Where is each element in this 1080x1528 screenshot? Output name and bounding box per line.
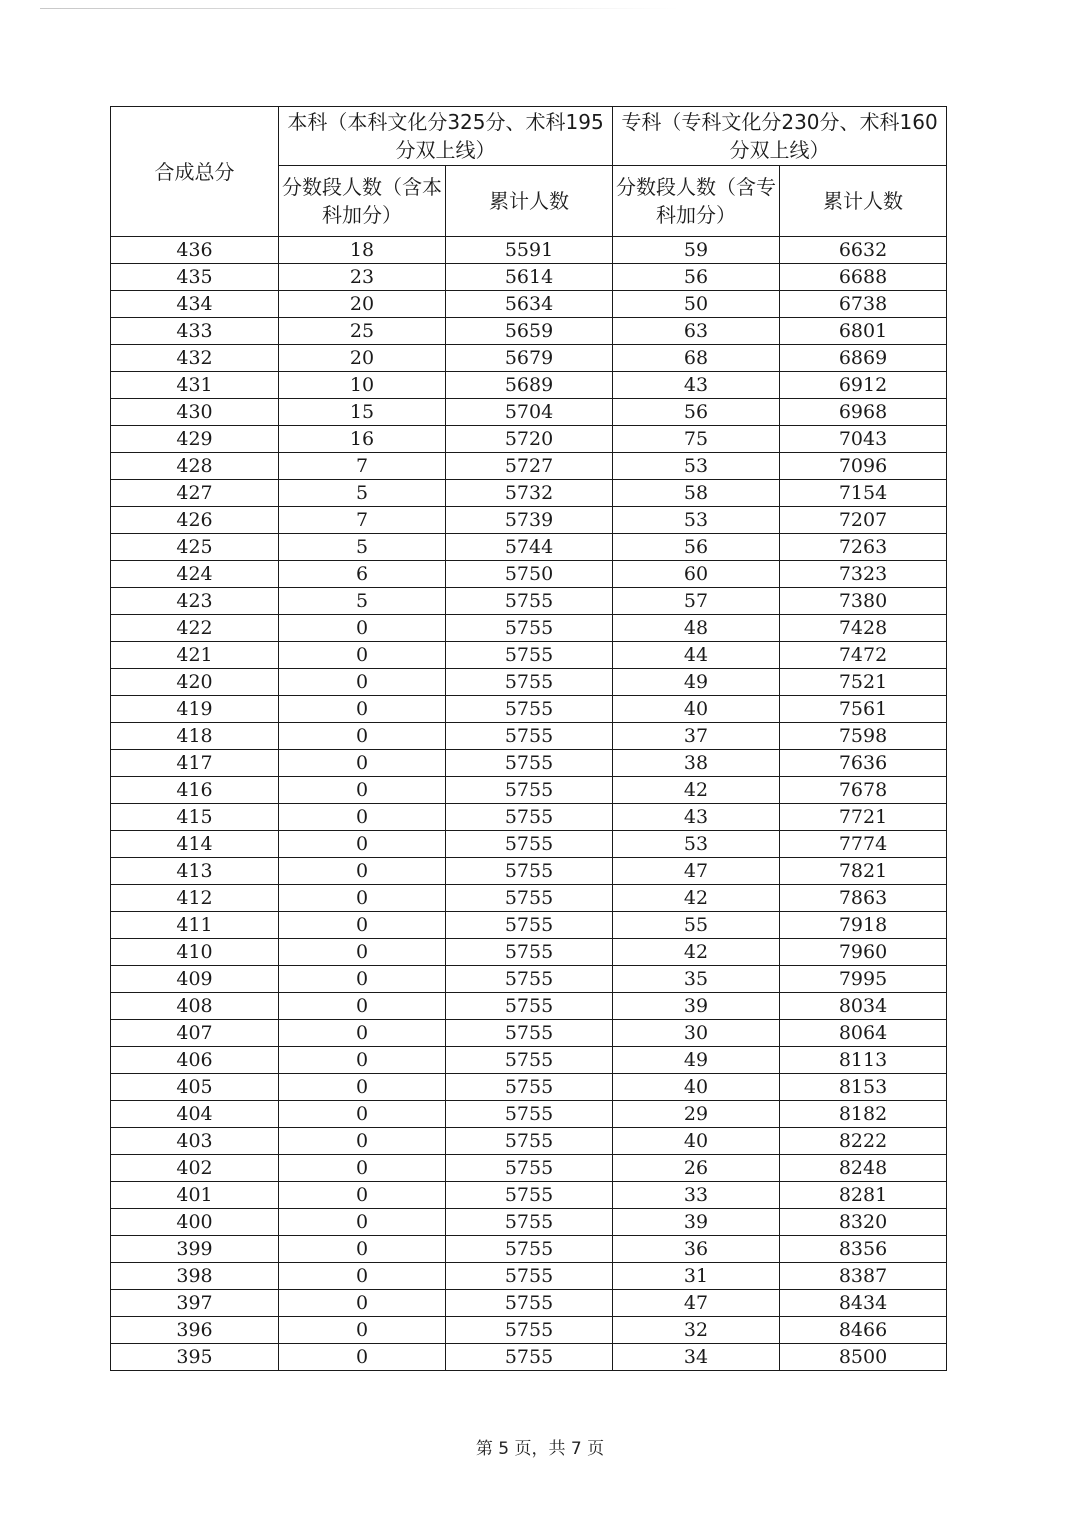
cell-junior-cumulative: 8500 — [780, 1344, 947, 1371]
cell-junior-segment: 58 — [613, 480, 780, 507]
cell-total-score: 397 — [111, 1290, 279, 1317]
scan-edge-line — [40, 8, 680, 9]
cell-undergrad-cumulative: 5755 — [446, 696, 613, 723]
cell-undergrad-segment: 5 — [279, 534, 446, 561]
table-row — [111, 831, 947, 858]
cell-junior-cumulative: 7863 — [780, 885, 947, 912]
cell-junior-cumulative: 7428 — [780, 615, 947, 642]
cell-undergrad-segment: 5 — [279, 480, 446, 507]
cell-junior-segment: 36 — [613, 1236, 780, 1263]
cell-undergrad-segment: 0 — [279, 1182, 446, 1209]
page-footer: 第 5 页，共 7 页 — [475, 1439, 605, 1459]
cell-junior-cumulative: 7721 — [780, 804, 947, 831]
cell-total-score: 403 — [111, 1128, 279, 1155]
cell-junior-segment: 56 — [613, 399, 780, 426]
table-row — [111, 1101, 947, 1128]
table-row — [111, 426, 947, 453]
cell-undergrad-segment: 0 — [279, 777, 446, 804]
cell-junior-segment: 39 — [613, 993, 780, 1020]
cell-undergrad-segment: 20 — [279, 345, 446, 372]
cell-undergrad-cumulative: 5755 — [446, 1155, 613, 1182]
cell-undergrad-segment: 0 — [279, 750, 446, 777]
table-row — [111, 588, 947, 615]
cell-junior-segment: 59 — [613, 237, 780, 264]
header-junior-segment: 分数段人数（含专科加分） — [613, 166, 780, 237]
cell-junior-cumulative: 7774 — [780, 831, 947, 858]
cell-undergrad-segment: 0 — [279, 1317, 446, 1344]
cell-junior-cumulative: 8064 — [780, 1020, 947, 1047]
cell-junior-segment: 37 — [613, 723, 780, 750]
header-total-score: 合成总分 — [111, 107, 279, 237]
cell-undergrad-segment: 15 — [279, 399, 446, 426]
cell-junior-cumulative: 6968 — [780, 399, 947, 426]
cell-undergrad-cumulative: 5689 — [446, 372, 613, 399]
cell-junior-cumulative: 6869 — [780, 345, 947, 372]
cell-junior-cumulative: 6738 — [780, 291, 947, 318]
cell-total-score: 401 — [111, 1182, 279, 1209]
cell-junior-segment: 40 — [613, 1074, 780, 1101]
cell-undergrad-segment: 0 — [279, 858, 446, 885]
cell-undergrad-cumulative: 5750 — [446, 561, 613, 588]
table-header — [111, 107, 947, 237]
cell-total-score: 396 — [111, 1317, 279, 1344]
cell-total-score: 434 — [111, 291, 279, 318]
cell-junior-cumulative: 7636 — [780, 750, 947, 777]
cell-total-score: 406 — [111, 1047, 279, 1074]
cell-junior-cumulative: 6912 — [780, 372, 947, 399]
cell-total-score: 411 — [111, 912, 279, 939]
cell-junior-cumulative: 7323 — [780, 561, 947, 588]
table-row — [111, 858, 947, 885]
cell-junior-segment: 47 — [613, 858, 780, 885]
cell-undergrad-segment: 0 — [279, 939, 446, 966]
cell-undergrad-segment: 0 — [279, 1074, 446, 1101]
table-row — [111, 642, 947, 669]
cell-undergrad-cumulative: 5755 — [446, 1020, 613, 1047]
cell-junior-cumulative: 8034 — [780, 993, 947, 1020]
cell-junior-cumulative: 8182 — [780, 1101, 947, 1128]
cell-total-score: 407 — [111, 1020, 279, 1047]
cell-junior-cumulative: 8113 — [780, 1047, 947, 1074]
cell-junior-segment: 53 — [613, 507, 780, 534]
cell-total-score: 425 — [111, 534, 279, 561]
cell-undergrad-segment: 0 — [279, 1290, 446, 1317]
cell-total-score: 428 — [111, 453, 279, 480]
table-row — [111, 966, 947, 993]
cell-total-score: 426 — [111, 507, 279, 534]
cell-total-score: 414 — [111, 831, 279, 858]
cell-junior-segment: 75 — [613, 426, 780, 453]
table-row — [111, 750, 947, 777]
cell-junior-segment: 47 — [613, 1290, 780, 1317]
cell-total-score: 410 — [111, 939, 279, 966]
cell-junior-cumulative: 8248 — [780, 1155, 947, 1182]
table-row — [111, 507, 947, 534]
cell-undergrad-segment: 0 — [279, 1209, 446, 1236]
cell-undergrad-segment: 0 — [279, 831, 446, 858]
header-undergrad-cumulative: 累计人数 — [446, 166, 613, 237]
cell-junior-segment: 40 — [613, 1128, 780, 1155]
cell-undergrad-cumulative: 5755 — [446, 615, 613, 642]
cell-undergrad-segment: 20 — [279, 291, 446, 318]
cell-total-score: 415 — [111, 804, 279, 831]
table-row — [111, 264, 947, 291]
cell-undergrad-segment: 10 — [279, 372, 446, 399]
cell-undergrad-segment: 0 — [279, 1128, 446, 1155]
cell-junior-cumulative: 7263 — [780, 534, 947, 561]
table-row — [111, 318, 947, 345]
cell-junior-cumulative: 8320 — [780, 1209, 947, 1236]
table-row — [111, 1128, 947, 1155]
cell-total-score: 405 — [111, 1074, 279, 1101]
cell-junior-segment: 32 — [613, 1317, 780, 1344]
table-row — [111, 1020, 947, 1047]
cell-total-score: 419 — [111, 696, 279, 723]
cell-undergrad-cumulative: 5755 — [446, 1182, 613, 1209]
table-row — [111, 1236, 947, 1263]
cell-junior-cumulative: 8466 — [780, 1317, 947, 1344]
cell-junior-cumulative: 8222 — [780, 1128, 947, 1155]
cell-undergrad-segment: 0 — [279, 993, 446, 1020]
cell-undergrad-segment: 0 — [279, 669, 446, 696]
cell-total-score: 423 — [111, 588, 279, 615]
cell-total-score: 399 — [111, 1236, 279, 1263]
cell-total-score: 412 — [111, 885, 279, 912]
cell-junior-cumulative: 7678 — [780, 777, 947, 804]
table-row — [111, 1290, 947, 1317]
cell-undergrad-cumulative: 5755 — [446, 831, 613, 858]
cell-undergrad-segment: 25 — [279, 318, 446, 345]
cell-undergrad-cumulative: 5739 — [446, 507, 613, 534]
table-row — [111, 1317, 947, 1344]
cell-undergrad-segment: 0 — [279, 1101, 446, 1128]
cell-total-score: 429 — [111, 426, 279, 453]
table-row — [111, 291, 947, 318]
cell-junior-cumulative: 7472 — [780, 642, 947, 669]
cell-junior-segment: 60 — [613, 561, 780, 588]
table-row — [111, 777, 947, 804]
cell-total-score: 413 — [111, 858, 279, 885]
table-row — [111, 1209, 947, 1236]
cell-undergrad-segment: 0 — [279, 912, 446, 939]
cell-junior-segment: 29 — [613, 1101, 780, 1128]
cell-total-score: 421 — [111, 642, 279, 669]
table-row — [111, 912, 947, 939]
cell-junior-segment: 42 — [613, 885, 780, 912]
cell-junior-segment: 57 — [613, 588, 780, 615]
cell-junior-segment: 43 — [613, 372, 780, 399]
cell-undergrad-cumulative: 5755 — [446, 1290, 613, 1317]
cell-junior-segment: 56 — [613, 534, 780, 561]
cell-total-score: 398 — [111, 1263, 279, 1290]
cell-junior-cumulative: 7960 — [780, 939, 947, 966]
cell-undergrad-cumulative: 5591 — [446, 237, 613, 264]
table-row — [111, 1074, 947, 1101]
cell-undergrad-cumulative: 5755 — [446, 966, 613, 993]
cell-junior-segment: 68 — [613, 345, 780, 372]
cell-undergrad-cumulative: 5634 — [446, 291, 613, 318]
table-row — [111, 561, 947, 588]
cell-junior-cumulative: 7043 — [780, 426, 947, 453]
cell-total-score: 432 — [111, 345, 279, 372]
cell-undergrad-segment: 0 — [279, 1020, 446, 1047]
header-row-groups — [111, 107, 947, 166]
cell-total-score: 431 — [111, 372, 279, 399]
cell-total-score: 435 — [111, 264, 279, 291]
cell-junior-cumulative: 6632 — [780, 237, 947, 264]
cell-junior-segment: 48 — [613, 615, 780, 642]
cell-undergrad-cumulative: 5755 — [446, 669, 613, 696]
cell-undergrad-segment: 7 — [279, 507, 446, 534]
cell-junior-cumulative: 7918 — [780, 912, 947, 939]
header-undergrad-segment: 分数段人数（含本科加分） — [279, 166, 446, 237]
cell-undergrad-segment: 0 — [279, 1263, 446, 1290]
cell-junior-cumulative: 7561 — [780, 696, 947, 723]
cell-undergrad-cumulative: 5755 — [446, 1263, 613, 1290]
cell-undergrad-cumulative: 5755 — [446, 642, 613, 669]
table-row — [111, 237, 947, 264]
cell-undergrad-cumulative: 5755 — [446, 588, 613, 615]
cell-undergrad-segment: 0 — [279, 1047, 446, 1074]
header-junior-cumulative: 累计人数 — [780, 166, 947, 237]
cell-undergrad-cumulative: 5755 — [446, 1074, 613, 1101]
cell-undergrad-cumulative: 5755 — [446, 912, 613, 939]
cell-total-score: 418 — [111, 723, 279, 750]
table-row — [111, 1344, 947, 1371]
cell-undergrad-segment: 0 — [279, 1344, 446, 1371]
cell-junior-cumulative: 6688 — [780, 264, 947, 291]
cell-junior-segment: 53 — [613, 453, 780, 480]
cell-undergrad-segment: 0 — [279, 885, 446, 912]
cell-junior-cumulative: 8153 — [780, 1074, 947, 1101]
cell-junior-segment: 34 — [613, 1344, 780, 1371]
cell-undergrad-segment: 0 — [279, 723, 446, 750]
cell-undergrad-cumulative: 5755 — [446, 1101, 613, 1128]
cell-total-score: 404 — [111, 1101, 279, 1128]
cell-junior-segment: 50 — [613, 291, 780, 318]
cell-junior-segment: 33 — [613, 1182, 780, 1209]
cell-undergrad-cumulative: 5614 — [446, 264, 613, 291]
table-row — [111, 615, 947, 642]
table-row — [111, 399, 947, 426]
cell-junior-cumulative: 7821 — [780, 858, 947, 885]
table-row — [111, 1047, 947, 1074]
cell-junior-segment: 53 — [613, 831, 780, 858]
cell-junior-segment: 40 — [613, 696, 780, 723]
cell-undergrad-segment: 6 — [279, 561, 446, 588]
cell-junior-cumulative: 8356 — [780, 1236, 947, 1263]
cell-undergrad-cumulative: 5755 — [446, 777, 613, 804]
cell-undergrad-segment: 23 — [279, 264, 446, 291]
cell-undergrad-segment: 0 — [279, 615, 446, 642]
cell-undergrad-segment: 0 — [279, 1155, 446, 1182]
cell-total-score: 402 — [111, 1155, 279, 1182]
cell-junior-cumulative: 8387 — [780, 1263, 947, 1290]
cell-total-score: 430 — [111, 399, 279, 426]
table-row — [111, 1155, 947, 1182]
cell-total-score: 409 — [111, 966, 279, 993]
cell-undergrad-segment: 0 — [279, 696, 446, 723]
cell-junior-segment: 49 — [613, 1047, 780, 1074]
cell-undergrad-cumulative: 5727 — [446, 453, 613, 480]
cell-undergrad-cumulative: 5755 — [446, 1344, 613, 1371]
table-row — [111, 534, 947, 561]
cell-undergrad-cumulative: 5755 — [446, 750, 613, 777]
table-row — [111, 993, 947, 1020]
table-row — [111, 885, 947, 912]
cell-undergrad-segment: 0 — [279, 966, 446, 993]
cell-junior-cumulative: 7521 — [780, 669, 947, 696]
cell-junior-segment: 42 — [613, 777, 780, 804]
cell-total-score: 416 — [111, 777, 279, 804]
cell-junior-segment: 26 — [613, 1155, 780, 1182]
cell-undergrad-cumulative: 5659 — [446, 318, 613, 345]
table-row — [111, 669, 947, 696]
cell-junior-cumulative: 7207 — [780, 507, 947, 534]
cell-undergrad-cumulative: 5755 — [446, 858, 613, 885]
header-junior-group: 专科（专科文化分230分、术科160分双上线） — [613, 107, 947, 166]
cell-junior-segment: 43 — [613, 804, 780, 831]
table-row — [111, 480, 947, 507]
cell-total-score: 417 — [111, 750, 279, 777]
cell-total-score: 395 — [111, 1344, 279, 1371]
cell-undergrad-cumulative: 5755 — [446, 1047, 613, 1074]
cell-undergrad-segment: 18 — [279, 237, 446, 264]
cell-undergrad-segment: 16 — [279, 426, 446, 453]
cell-undergrad-segment: 0 — [279, 1236, 446, 1263]
cell-junior-cumulative: 7995 — [780, 966, 947, 993]
cell-junior-cumulative: 7154 — [780, 480, 947, 507]
table-row — [111, 939, 947, 966]
cell-undergrad-cumulative: 5755 — [446, 939, 613, 966]
table-row — [111, 1263, 947, 1290]
cell-junior-cumulative: 8434 — [780, 1290, 947, 1317]
cell-undergrad-cumulative: 5755 — [446, 1209, 613, 1236]
cell-junior-cumulative: 8281 — [780, 1182, 947, 1209]
cell-junior-cumulative: 7096 — [780, 453, 947, 480]
cell-undergrad-segment: 0 — [279, 804, 446, 831]
cell-junior-segment: 38 — [613, 750, 780, 777]
cell-junior-segment: 30 — [613, 1020, 780, 1047]
cell-junior-segment: 31 — [613, 1263, 780, 1290]
cell-junior-segment: 35 — [613, 966, 780, 993]
cell-undergrad-segment: 0 — [279, 642, 446, 669]
cell-junior-segment: 55 — [613, 912, 780, 939]
cell-undergrad-cumulative: 5755 — [446, 1128, 613, 1155]
cell-undergrad-cumulative: 5679 — [446, 345, 613, 372]
table-row — [111, 696, 947, 723]
cell-undergrad-cumulative: 5704 — [446, 399, 613, 426]
score-distribution-table — [110, 106, 947, 1371]
table-row — [111, 1182, 947, 1209]
cell-junior-segment: 44 — [613, 642, 780, 669]
cell-junior-cumulative: 7380 — [780, 588, 947, 615]
cell-total-score: 427 — [111, 480, 279, 507]
cell-junior-segment: 39 — [613, 1209, 780, 1236]
cell-junior-segment: 56 — [613, 264, 780, 291]
cell-undergrad-cumulative: 5755 — [446, 993, 613, 1020]
cell-junior-segment: 63 — [613, 318, 780, 345]
cell-junior-cumulative: 6801 — [780, 318, 947, 345]
cell-junior-cumulative: 7598 — [780, 723, 947, 750]
cell-undergrad-cumulative: 5755 — [446, 804, 613, 831]
cell-undergrad-segment: 5 — [279, 588, 446, 615]
cell-junior-segment: 42 — [613, 939, 780, 966]
cell-undergrad-cumulative: 5732 — [446, 480, 613, 507]
table-row — [111, 804, 947, 831]
table-row — [111, 723, 947, 750]
cell-undergrad-cumulative: 5755 — [446, 885, 613, 912]
table-row — [111, 453, 947, 480]
cell-total-score: 436 — [111, 237, 279, 264]
cell-undergrad-cumulative: 5755 — [446, 1236, 613, 1263]
cell-undergrad-segment: 7 — [279, 453, 446, 480]
cell-undergrad-cumulative: 5755 — [446, 1317, 613, 1344]
cell-undergrad-cumulative: 5744 — [446, 534, 613, 561]
cell-total-score: 424 — [111, 561, 279, 588]
cell-junior-segment: 49 — [613, 669, 780, 696]
table-row — [111, 345, 947, 372]
cell-total-score: 422 — [111, 615, 279, 642]
cell-undergrad-cumulative: 5720 — [446, 426, 613, 453]
cell-total-score: 408 — [111, 993, 279, 1020]
header-undergrad-group: 本科（本科文化分325分、术科195分双上线） — [279, 107, 613, 166]
table-row — [111, 372, 947, 399]
table-body — [111, 237, 947, 1371]
cell-undergrad-cumulative: 5755 — [446, 723, 613, 750]
cell-total-score: 420 — [111, 669, 279, 696]
cell-total-score: 400 — [111, 1209, 279, 1236]
cell-total-score: 433 — [111, 318, 279, 345]
